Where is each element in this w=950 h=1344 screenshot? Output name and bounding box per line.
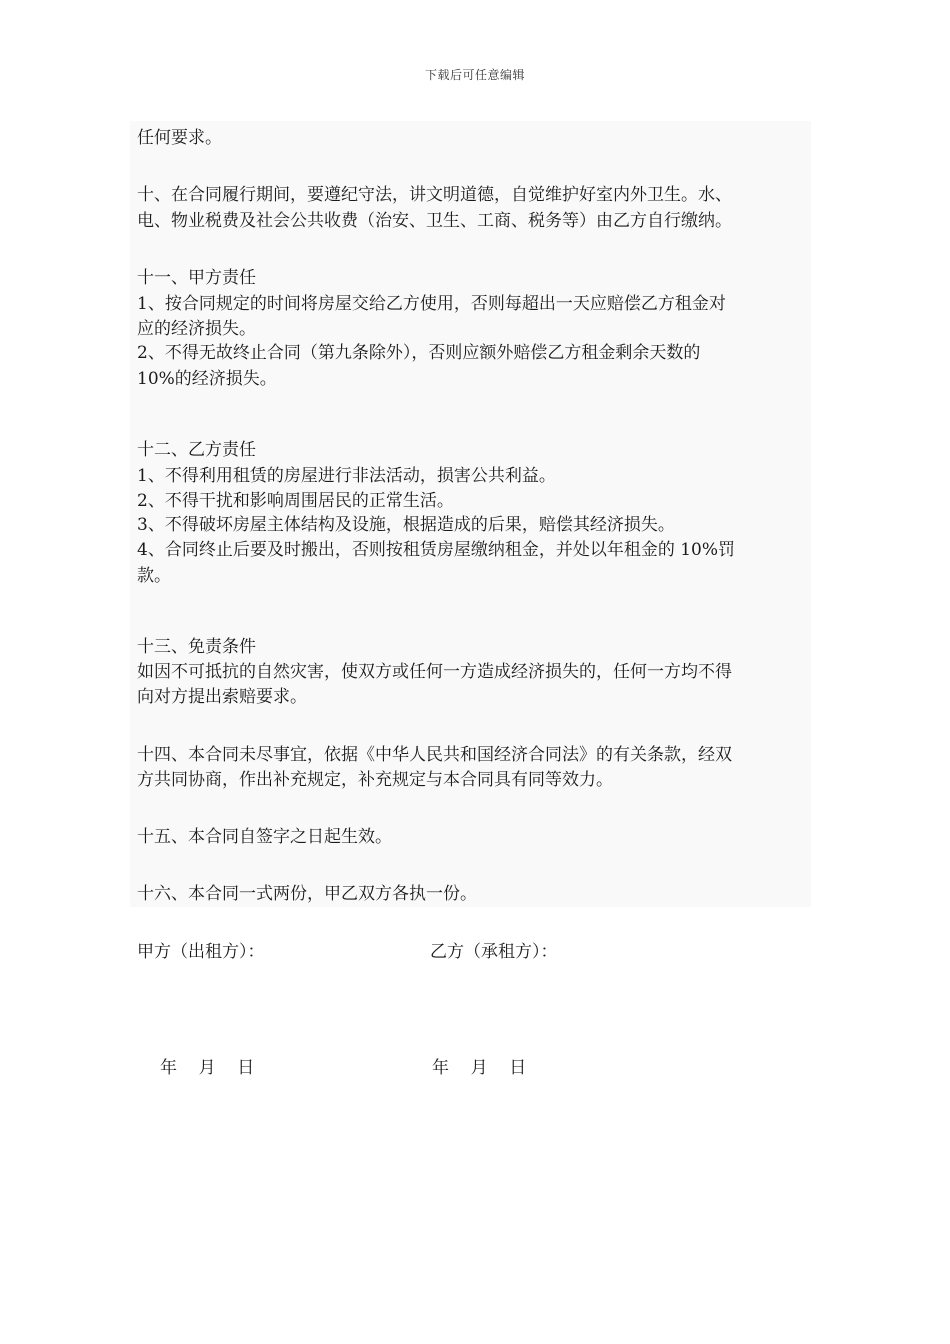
- party-a-date: 年 月 日: [160, 1058, 255, 1078]
- text-line: 十四、本合同未尽事宜，依据《中华人民共和国经济合同法》的有关条款，经双: [137, 745, 732, 765]
- text-line: 十六、本合同一式两份，甲乙双方各执一份。: [137, 884, 477, 904]
- text-line: 方共同协商，作出补充规定，补充规定与本合同具有同等效力。: [137, 770, 613, 790]
- text-line: 3、不得破坏房屋主体结构及设施，根据造成的后果，赔偿其经济损失。: [137, 515, 675, 535]
- text-line: 十五、本合同自签字之日起生效。: [137, 827, 392, 847]
- text-line: 4、合同终止后要及时搬出，否则按租赁房屋缴纳租金，并处以年租金的 10%罚: [137, 540, 736, 560]
- text-line: 电、物业税费及社会公共收费（治安、卫生、工商、税务等）由乙方自行缴纳。: [137, 211, 732, 231]
- text-line: 如因不可抵抗的自然灾害，使双方或任何一方造成经济损失的，任何一方均不得: [137, 662, 732, 682]
- text-line: 1、按合同规定的时间将房屋交给乙方使用，否则每超出一天应赔偿乙方租金对: [137, 294, 726, 314]
- text-line: 向对方提出索赔要求。: [137, 687, 307, 707]
- text-line: 任何要求。: [137, 128, 222, 148]
- text-line: 10%的经济损失。: [137, 369, 277, 389]
- text-line: 1、不得利用租赁的房屋进行非法活动，损害公共利益。: [137, 466, 556, 486]
- party-a-label: 甲方（出租方）：: [137, 942, 265, 962]
- text-line: 2、不得无故终止合同（第九条除外），否则应额外赔偿乙方租金剩余天数的: [137, 343, 701, 363]
- section-heading: 十二、乙方责任: [137, 440, 256, 460]
- text-line: 十、在合同履行期间，要遵纪守法，讲文明道德，自觉维护好室内外卫生。水、: [137, 185, 732, 205]
- party-b-label: 乙方（承租方）：: [430, 942, 558, 962]
- section-heading: 十一、甲方责任: [137, 268, 256, 288]
- party-b-date: 年 月 日: [432, 1058, 527, 1078]
- section-heading: 十三、免责条件: [137, 637, 256, 657]
- text-line: 2、不得干扰和影响周围居民的正常生活。: [137, 491, 454, 511]
- text-line: 款。: [137, 566, 171, 586]
- header-note: 下载后可任意编辑: [424, 68, 525, 82]
- text-line: 应的经济损失。: [137, 319, 256, 339]
